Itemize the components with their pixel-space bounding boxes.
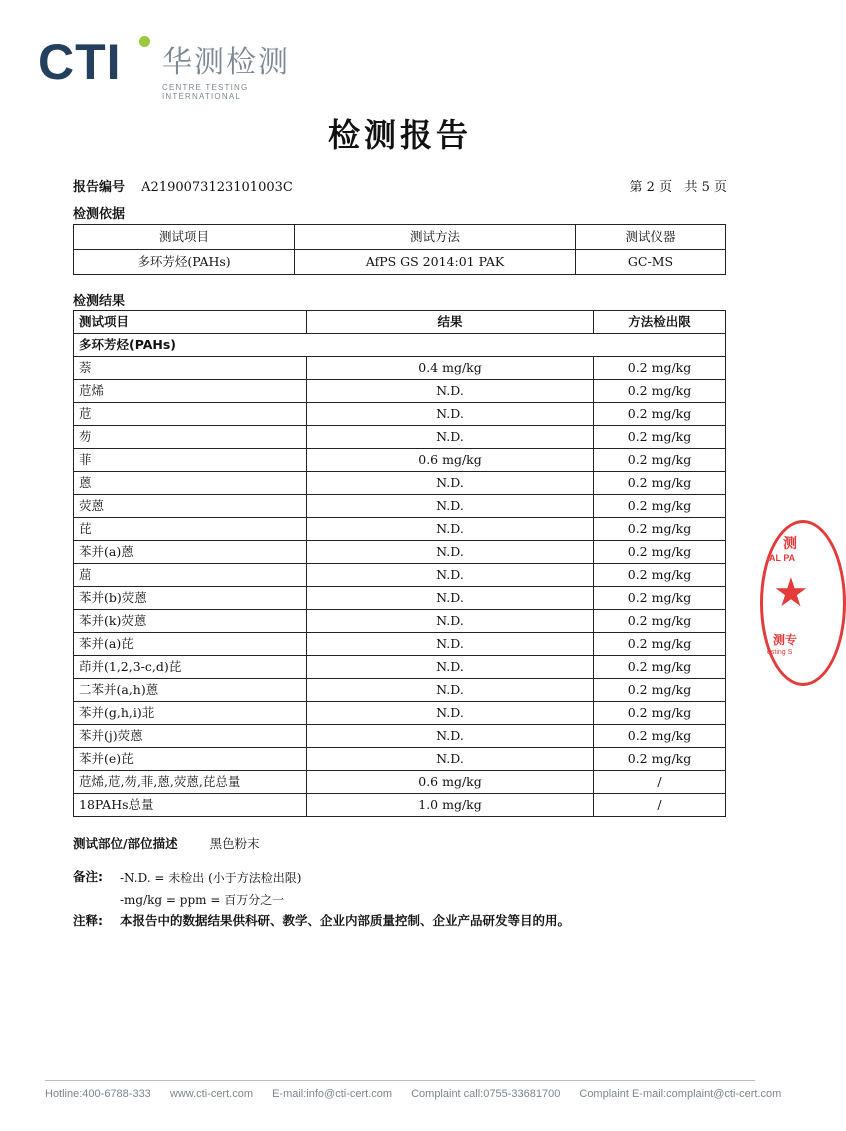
footer-complaint-call: Complaint call:0755-33681700	[411, 1088, 561, 1100]
result-limit: 0.2 mg/kg	[594, 495, 726, 518]
result-limit: 0.2 mg/kg	[594, 426, 726, 449]
result-value: N.D.	[307, 656, 594, 679]
result-item: 荧蒽	[74, 495, 307, 518]
sample-label: 测试部位/部位描述	[73, 836, 178, 851]
results-header-result: 结果	[307, 311, 594, 334]
result-item: 芴	[74, 426, 307, 449]
footer-website[interactable]: www.cti-cert.com	[169, 1088, 253, 1100]
results-header-row	[74, 311, 726, 334]
result-item: 苊烯	[74, 380, 307, 403]
footer-email[interactable]: E-mail:info@cti-cert.com	[272, 1088, 393, 1100]
result-limit: 0.2 mg/kg	[594, 748, 726, 771]
result-value: 0.6 mg/kg	[307, 771, 594, 794]
table-row	[74, 564, 726, 587]
basis-header-row	[74, 225, 726, 250]
results-section-label: 检测结果	[73, 294, 126, 309]
results-header-item: 测试项目	[74, 311, 307, 334]
table-row	[74, 380, 726, 403]
result-value: N.D.	[307, 426, 594, 449]
report-number-value: A2190073123101003C	[141, 180, 293, 195]
result-limit: 0.2 mg/kg	[594, 403, 726, 426]
result-item: 䓛	[74, 564, 307, 587]
results-table	[73, 310, 726, 817]
seal-text-2: AL PA	[769, 553, 796, 563]
basis-instrument: GC-MS	[576, 250, 726, 275]
seal-text-3: 测专	[773, 633, 798, 647]
result-limit: 0.2 mg/kg	[594, 449, 726, 472]
result-value: 0.4 mg/kg	[307, 357, 594, 380]
table-row	[74, 541, 726, 564]
table-row	[74, 518, 726, 541]
result-value: N.D.	[307, 380, 594, 403]
result-value: N.D.	[307, 587, 594, 610]
result-value: N.D.	[307, 564, 594, 587]
result-item: 蒽	[74, 472, 307, 495]
result-item: 苊烯,苊,芴,菲,蒽,荧蒽,芘总量	[74, 771, 307, 794]
table-row	[74, 610, 726, 633]
result-item: 苯并(b)荧蒽	[74, 587, 307, 610]
table-row	[74, 679, 726, 702]
result-item: 芘	[74, 518, 307, 541]
basis-header-instrument: 测试仪器	[576, 225, 726, 250]
result-item: 二苯并(a,h)蒽	[74, 679, 307, 702]
result-item: 萘	[74, 357, 307, 380]
basis-header-item: 测试项目	[74, 225, 295, 250]
seal-star-icon: ★	[773, 570, 809, 616]
logo-letter-c: C	[38, 34, 76, 90]
table-row	[74, 656, 726, 679]
table-row	[74, 403, 726, 426]
result-item: 苊	[74, 403, 307, 426]
result-limit: 0.2 mg/kg	[594, 587, 726, 610]
table-row	[74, 357, 726, 380]
result-value: N.D.	[307, 472, 594, 495]
table-row	[74, 633, 726, 656]
remarks-label: 备注:	[73, 869, 103, 884]
result-value: N.D.	[307, 725, 594, 748]
footer-complaint-email[interactable]: Complaint E-mail:complaint@cti-cert.com	[579, 1088, 782, 1100]
result-limit: 0.2 mg/kg	[594, 679, 726, 702]
result-item: 苯并(k)荧蒽	[74, 610, 307, 633]
result-limit: 0.2 mg/kg	[594, 564, 726, 587]
official-seal	[760, 520, 846, 686]
table-row	[74, 748, 726, 771]
basis-section-label: 检测依据	[73, 207, 126, 222]
sample-description	[73, 834, 260, 852]
results-group-row	[74, 334, 726, 357]
report-number	[73, 176, 293, 195]
result-limit: 0.2 mg/kg	[594, 380, 726, 403]
result-limit: 0.2 mg/kg	[594, 610, 726, 633]
logo-letter-t: T	[75, 34, 107, 90]
remarks-line-2: -mg/kg = ppm = 百万分之一	[120, 893, 285, 907]
result-item: 苯并(j)荧蒽	[74, 725, 307, 748]
annotation-label: 注释:	[73, 913, 103, 928]
result-item: 18PAHs总量	[74, 794, 307, 817]
result-limit: 0.2 mg/kg	[594, 702, 726, 725]
table-row	[74, 587, 726, 610]
basis-table	[73, 224, 726, 275]
table-row	[74, 426, 726, 449]
result-value: 1.0 mg/kg	[307, 794, 594, 817]
result-limit: 0.2 mg/kg	[594, 518, 726, 541]
result-value: 0.6 mg/kg	[307, 449, 594, 472]
company-logo	[38, 34, 308, 101]
result-value: N.D.	[307, 748, 594, 771]
result-item: 苯并(g,h,i)苝	[74, 702, 307, 725]
result-item: 茚并(1,2,3-c,d)芘	[74, 656, 307, 679]
logo-letter-i: I	[106, 34, 122, 90]
footer-divider	[45, 1080, 755, 1081]
sample-value: 黑色粉末	[209, 836, 260, 851]
page-title: 检测报告	[327, 116, 472, 154]
result-limit: /	[594, 794, 726, 817]
report-number-label: 报告编号	[73, 180, 126, 195]
result-limit: 0.2 mg/kg	[594, 541, 726, 564]
logo-cn-name: 华测检测	[162, 45, 290, 80]
result-value: N.D.	[307, 495, 594, 518]
basis-data-row	[74, 250, 726, 275]
result-limit: 0.2 mg/kg	[594, 357, 726, 380]
result-value: N.D.	[307, 679, 594, 702]
results-group-label: 多环芳烃(PAHs)	[74, 334, 726, 357]
result-value: N.D.	[307, 610, 594, 633]
result-item: 菲	[74, 449, 307, 472]
table-row	[74, 771, 726, 794]
basis-method: AfPS GS 2014:01 PAK	[295, 250, 576, 275]
result-value: N.D.	[307, 403, 594, 426]
result-limit: 0.2 mg/kg	[594, 656, 726, 679]
result-limit: 0.2 mg/kg	[594, 725, 726, 748]
logo-en-name: CENTRE TESTING INTERNATIONAL	[162, 83, 249, 101]
basis-item: 多环芳烃(PAHs)	[74, 250, 295, 275]
logo-dot-icon	[139, 36, 150, 47]
table-row	[74, 472, 726, 495]
basis-header-method: 测试方法	[295, 225, 576, 250]
result-value: N.D.	[307, 541, 594, 564]
result-value: N.D.	[307, 633, 594, 656]
seal-text-4: esting S	[767, 649, 793, 656]
footer-hotline: Hotline:400-6788-333	[45, 1088, 151, 1100]
table-row	[74, 449, 726, 472]
result-value: N.D.	[307, 518, 594, 541]
remarks-line-1: -N.D. = 未检出 (小于方法检出限)	[120, 871, 302, 885]
table-row	[74, 702, 726, 725]
result-item: 苯并(e)芘	[74, 748, 307, 771]
table-row	[74, 495, 726, 518]
result-limit: 0.2 mg/kg	[594, 633, 726, 656]
table-row	[74, 725, 726, 748]
result-limit: 0.2 mg/kg	[594, 472, 726, 495]
logo-letters	[38, 36, 122, 88]
footer	[45, 1088, 782, 1100]
result-value: N.D.	[307, 702, 594, 725]
result-item: 苯并(a)芘	[74, 633, 307, 656]
table-row	[74, 794, 726, 817]
page-info: 第 2 页 共 5 页	[629, 180, 727, 195]
seal-text-1: 测	[783, 536, 797, 552]
annotation-text: 本报告中的数据结果供科研、教学、企业内部质量控制、企业产品研发等目的用。	[120, 913, 571, 928]
result-item: 苯并(a)蒽	[74, 541, 307, 564]
results-header-limit: 方法检出限	[594, 311, 726, 334]
result-limit: /	[594, 771, 726, 794]
